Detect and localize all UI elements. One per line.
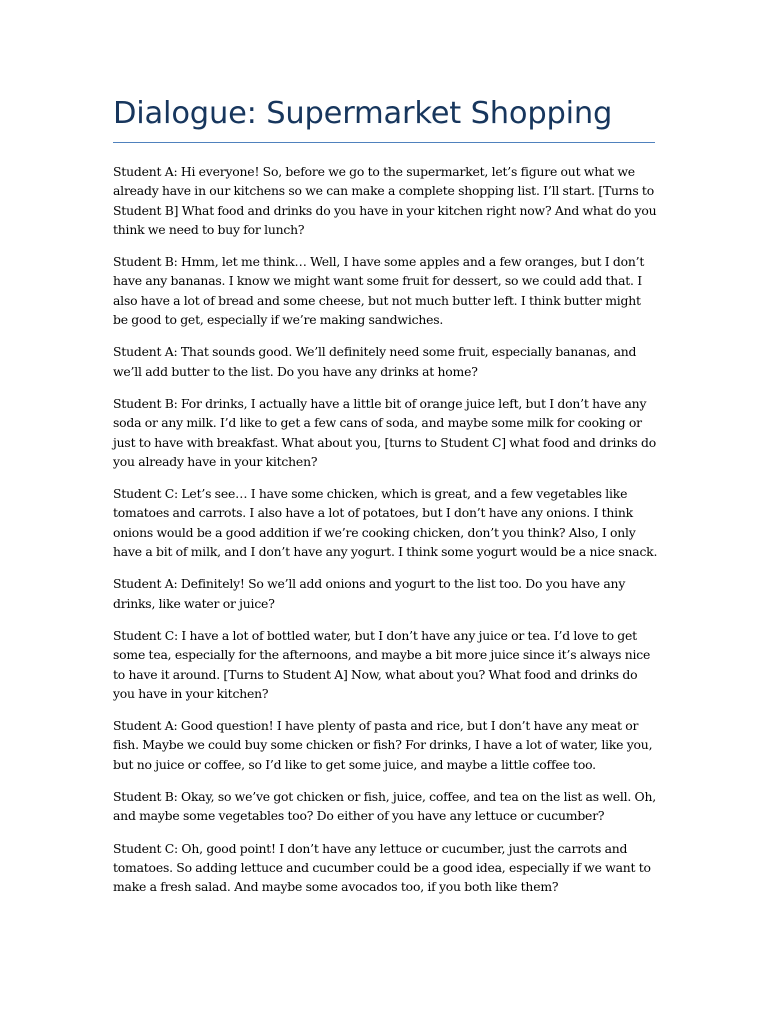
document-title: Dialogue: Supermarket Shopping	[113, 96, 613, 131]
paragraph-5: Student C: Let’s see… I have some chicken, which is great, and a few vegetables like tomatoes and carrots. I also have a lot of potatoes, but I don’t have any onions. I think onions would be a good addition if we’re cooking chicken, don’t you think? Also, I only have a bit of milk, and I don’t have any yogurt. I think some yogurt would be a nice snack.	[113, 486, 658, 560]
paragraph-4: Student B: For drinks, I actually have a little bit of orange juice left, but I don’t have any soda or any milk. I’d like to get a few cans of soda, and maybe some milk for cooking or just to have with breakfast. What about you, [turns to Student C] what food and drinks do you already have in your kitchen?	[113, 395, 657, 469]
document-body	[113, 162, 658, 897]
paragraph-8: Student A: Good question! I have plenty of pasta and rice, but I don’t have any meat or fish. Maybe we could buy some chicken or fish? For drinks, I have a lot of water, like you, but no juice or coffee, so I’d like to get some juice, and maybe a little coffee too.	[113, 718, 653, 772]
paragraph-10: Student C: Oh, good point! I don’t have any lettuce or cucumber, just the carrots and tomatoes. So adding lettuce and cucumber could be a good idea, especially if we want to make a fresh salad. And maybe some avocados too, if you both like them?	[113, 840, 651, 895]
paragraph-3: Student A: That sounds good. We’ll definitely need some fruit, especially bananas, and we’ll add butter to the list. Do you have any drinks at home?	[113, 344, 637, 379]
paragraph-9: Student B: Okay, so we’ve got chicken or fish, juice, coffee, and tea on the list as well. Oh, and maybe some vegetables too? Do either of you have any lettuce or cucumber?	[113, 789, 657, 824]
paragraph-6: Student A: Definitely! So we’ll add onions and yogurt to the list too. Do you have any drinks, like water or juice?	[113, 576, 626, 611]
paragraph-7: Student C: I have a lot of bottled water, but I don’t have any juice or tea. I’d love to get some tea, especially for the afternoons, and maybe a bit more juice since it’s always nice to have it around. [Turns to Student A] Now, what about you? What food and drinks do you have in your kitchen?	[113, 627, 651, 701]
paragraph-2: Student B: Hmm, let me think… Well, I have some apples and a few oranges, but I don’t have any bananas. I know we might want some fruit for dessert, so we could add that. I also have a lot of bread and some cheese, but not much butter left. I think butter might be good to get, especially if we’re making sandwiches.	[113, 254, 645, 328]
paragraph-1: Student A: Hi everyone! So, before we go to the supermarket, let’s figure out what we already have in our kitchens so we can make a complete shopping list. I’ll start. [Turns to Student B] What food and drinks do you have in your kitchen right now? And what do you think we need to buy for lunch?	[113, 164, 657, 237]
title-underline	[113, 142, 655, 143]
